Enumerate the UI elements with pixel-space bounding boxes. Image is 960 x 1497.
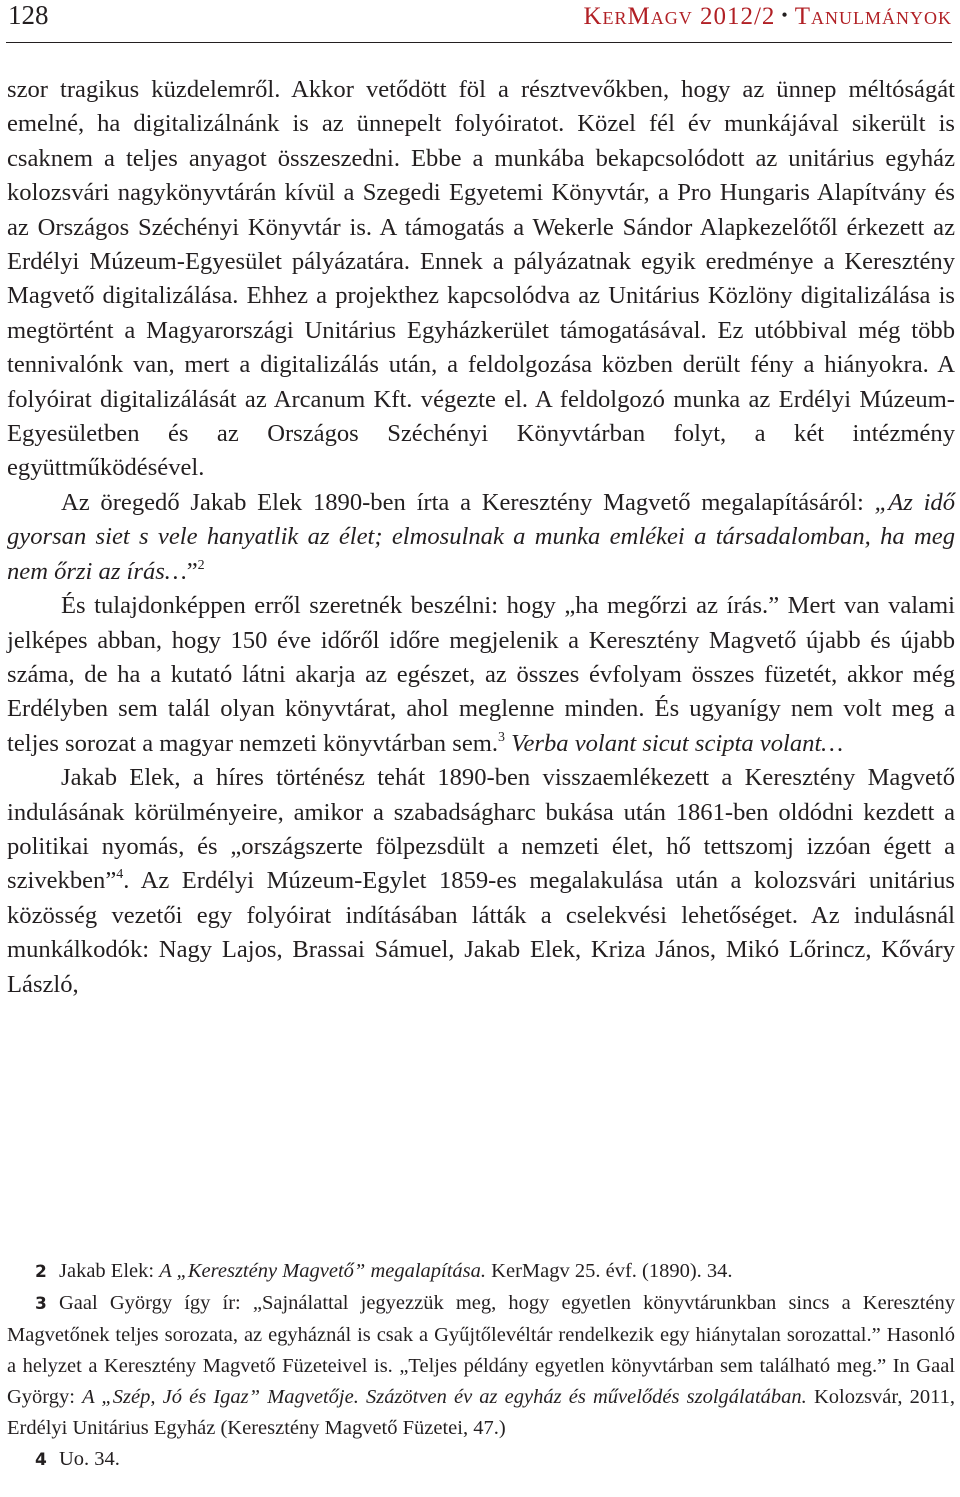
paragraph-4	[7, 761, 955, 1002]
footnote-4	[7, 1444, 955, 1476]
paragraph-4-text-a: Jakab Elek, a híres történész tehát 1890-ben visszaemlékezett a Keresztény Magvető indulásának körülményeire, amikor a szabadságharc bukása után 1861-ben oldódni kezdett a politikai nyomás, és „országszerte fölpezsdült a nemzeti élet, hő tettszomj izzóan égett a szivekben”	[7, 764, 955, 895]
footnote-2	[7, 1256, 955, 1288]
footnote-3	[7, 1288, 955, 1444]
bullet-separator: •	[781, 5, 789, 25]
page-number: 128	[8, 0, 49, 30]
paragraph-1: szor tragikus küzdelemről. Akkor vetődött föl a résztvevőkben, hogy az ünnep méltóságát emelné, ha digitalizálnánk is az ünnepelt folyóiratot. Közel fél év munkájával sikerült is csaknem a teljes anyagot összeszedni. Ebbe a munkába bekapcsolódott az unitárius egyház kolozsvári nagykönyvtárán kívül a Szegedi Egyetemi Könyvtár, a Pro Hungaris Alapítvány és az Országos Széchényi Könyvtár is. A támogatás a Wekerle Sándor Alapkezelőtől érkezett az Erdélyi Múzeum-Egyesület pályázatára. Ennek a pályázatnak egyik eredménye a Keresztény Magvető digitalizálása. Ehhez a projekthez kapcsolódva az Unitárius Közlöny digitalizálása is megtörtént a Magyarországi Unitárius Egyházkerület támogatásával. Ez utóbbival még több tennivalónk van, mert a digitalizálás után, a feldolgozása közben derült fény a hiányokra. A folyóirat digitalizálását az Arcanum Kft. végezte el. A feldolgozó munka az Erdélyi Múzeum-Egyesületben és az Országos Széchényi Könyvtárban folyt, a két intézmény együttműködésével.	[7, 76, 955, 482]
footnote-ref-4: 4	[116, 867, 124, 883]
footnote-2-number: 2	[35, 1262, 47, 1282]
section-title: Tanulmányok	[794, 3, 952, 30]
journal-title: KerMagv 2012/2	[583, 3, 776, 30]
paragraph-3	[7, 589, 955, 761]
latin-quote: Verba volant sicut scipta volant…	[511, 729, 844, 757]
page-header	[0, 0, 960, 44]
paragraph-3-text: És tulajdonképpen erről szeretnék beszélni: hogy „ha megőrzi az írás.” Mert van valami jelképes abban, hogy 150 éve időről időre megjelenik a Keresztény Magvető újabb és újabb száma, de ha a kutató látni akarja az egészet, az összes évfolyam összes füzetét, akkor még Erdélyben sem talál olyan könyvtárat, ahol meglenne minden. És ugyanígy nem volt meg a teljes sorozat a magyar nemzeti könyvtárban sem.	[7, 592, 955, 757]
running-head	[583, 3, 952, 31]
quotation-close: ”	[186, 557, 198, 585]
footnote-4-text: Uo. 34.	[59, 1448, 120, 1470]
quotation: „Az idő gyorsan siet s vele hanyatlik az élet; elmosulnak a munka emlékei a társadalomban, ha meg nem őrzi az írás…	[7, 488, 955, 585]
main-text	[7, 73, 955, 1002]
footnote-2-text-a: Jakab Elek:	[59, 1260, 160, 1282]
paragraph-4-text-b: . Az Erdélyi Múzeum-Egylet 1859-es megalakulása után a kolozsvári unitárius közösség vezetői egy folyóirat indításában látták a cselekvési lehetőséget. Az indulásnál munkálkodók: Nagy Lajos, Brassai Sámuel, Jakab Elek, Kriza János, Mikó Lőrincz, Kőváry László,	[7, 867, 955, 998]
footnote-3-text-b: Kolozsvár, 2011, Erdélyi Unitárius Egyház (Keresztény Magvető Füzetei, 47.)	[7, 1386, 955, 1439]
paragraph-2-text: Az öregedő Jakab Elek 1890-ben írta a Keresztény Magvető megalapításáról:	[61, 488, 864, 516]
footnote-ref-2: 2	[197, 557, 205, 573]
footnote-4-number: 4	[35, 1450, 47, 1470]
paragraph-2	[7, 486, 955, 589]
footnote-3-number: 3	[35, 1294, 47, 1314]
footnote-2-title: A „Keresztény Magvető” megalapítása.	[159, 1260, 487, 1282]
footnote-2-text-b: KerMagv 25. évf. (1890). 34.	[486, 1260, 733, 1282]
footnote-3-text-a: Gaal György így ír: „Sajnálattal jegyezzük meg, hogy egyetlen könyvtárunkban sincs a Keresztény Magvetőnek teljes sorozata, az egyháznál is csak a Gyűjtőlevéltár rendelkezik egy hiánytalan sorozattal.” Hasonló a helyzet a Keresztény Magvető Füzeteivel is. „Teljes példány egyetlen könyvtárban sem található meg.” In Gaal György:	[7, 1292, 955, 1408]
footnote-3-title: A „Szép, Jó és Igaz” Magvetője. Százötven év az egyház és művelődés szolgálatában.	[82, 1386, 807, 1408]
footnotes	[7, 1256, 955, 1476]
header-rule	[6, 42, 952, 43]
footnote-ref-3: 3	[498, 729, 506, 745]
